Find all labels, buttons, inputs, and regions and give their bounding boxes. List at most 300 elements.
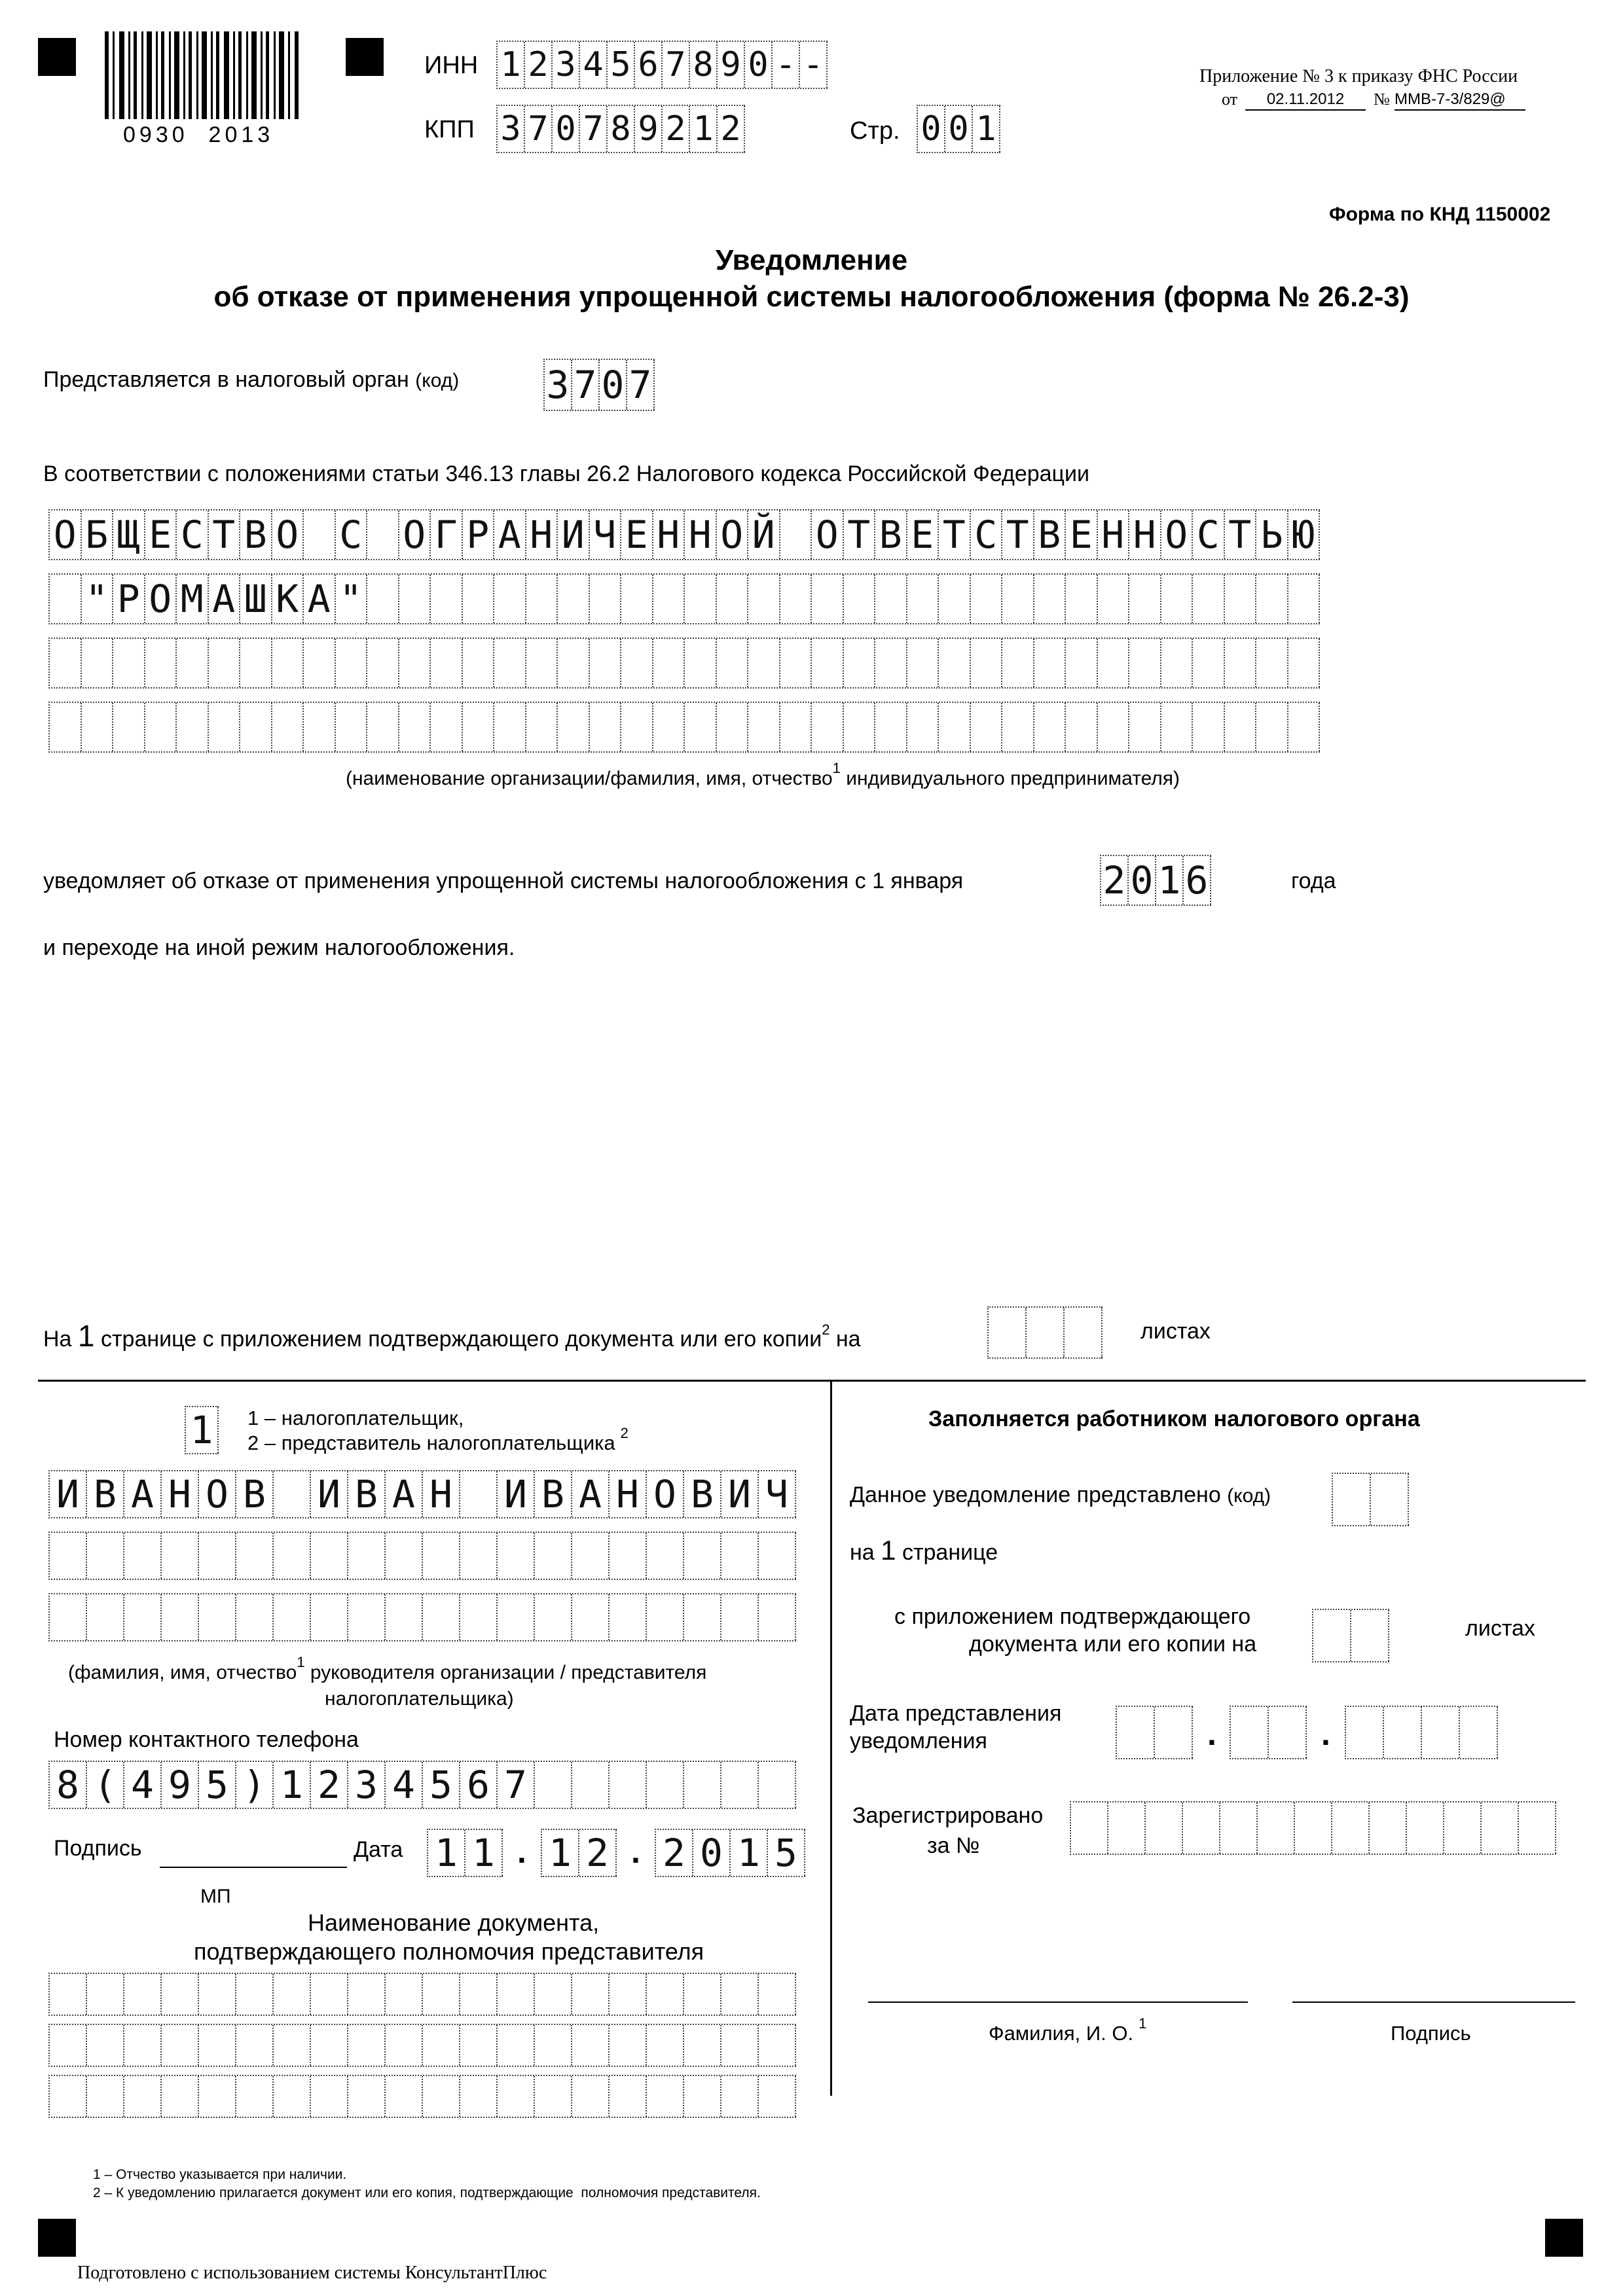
form-cell[interactable]: 1 (1156, 856, 1184, 905)
form-cell[interactable]: 0 (553, 106, 580, 152)
form-cell[interactable] (494, 575, 526, 623)
form-cell[interactable] (1220, 1803, 1258, 1854)
form-cell[interactable] (572, 2025, 610, 2066)
form-cell[interactable] (1155, 1707, 1193, 1758)
form-cell[interactable] (590, 639, 622, 687)
form-cell[interactable] (1258, 1803, 1295, 1854)
form-cell[interactable] (274, 1974, 311, 2015)
form-cell[interactable] (1193, 703, 1225, 751)
sheets-count-cells[interactable] (987, 1306, 1103, 1359)
form-cell[interactable] (780, 575, 812, 623)
form-cell[interactable] (721, 1974, 759, 2015)
org-name-row[interactable] (48, 637, 1320, 689)
form-cell[interactable] (463, 639, 495, 687)
form-cell[interactable] (939, 703, 971, 751)
form-cell[interactable] (460, 1974, 498, 2015)
form-cell[interactable]: А (572, 1471, 610, 1517)
form-cell[interactable]: Ч (590, 511, 622, 559)
form-cell[interactable] (460, 2076, 498, 2117)
form-cell[interactable] (759, 1974, 796, 2015)
form-cell[interactable] (653, 703, 685, 751)
form-cell[interactable] (87, 2076, 124, 2117)
form-cell[interactable] (423, 1974, 460, 2015)
form-cell[interactable] (82, 639, 114, 687)
form-cell[interactable] (386, 1533, 423, 1579)
form-cell[interactable] (1098, 639, 1130, 687)
form-cell[interactable] (50, 2076, 87, 2117)
form-cell[interactable] (274, 1533, 311, 1579)
form-cell[interactable]: 9 (162, 1762, 199, 1808)
form-cell[interactable] (209, 639, 241, 687)
form-cell[interactable] (463, 703, 495, 751)
form-cell[interactable] (1129, 575, 1161, 623)
form-cell[interactable] (1002, 703, 1034, 751)
form-cell[interactable]: А (209, 575, 241, 623)
form-cell[interactable]: " (82, 575, 114, 623)
form-cell[interactable] (875, 703, 907, 751)
form-cell[interactable] (386, 1594, 423, 1640)
phone-cells[interactable] (48, 1761, 796, 1809)
form-cell[interactable] (535, 2025, 572, 2066)
form-cell[interactable] (748, 575, 780, 623)
form-cell[interactable] (236, 2025, 274, 2066)
form-cell[interactable] (684, 2076, 721, 2117)
form-cell[interactable]: 6 (1184, 856, 1211, 905)
form-cell[interactable] (431, 575, 463, 623)
form-cell[interactable]: А (124, 1471, 162, 1517)
form-cell[interactable] (177, 703, 209, 751)
signer-fio-row[interactable] (48, 1532, 796, 1580)
received-date-month-cells[interactable] (1230, 1706, 1307, 1759)
form-cell[interactable]: О (50, 511, 82, 559)
form-cell[interactable]: О (399, 511, 431, 559)
form-cell[interactable]: Р (113, 575, 145, 623)
form-cell[interactable] (399, 703, 431, 751)
form-cell[interactable]: - (800, 42, 828, 88)
form-cell[interactable] (812, 703, 844, 751)
form-cell[interactable]: 0 (945, 106, 973, 152)
form-cell[interactable]: С (177, 511, 209, 559)
form-cell[interactable] (844, 575, 876, 623)
form-cell[interactable] (209, 703, 241, 751)
org-name-row[interactable] (48, 509, 1320, 560)
form-cell[interactable]: 1 (731, 1830, 768, 1876)
form-cell[interactable] (907, 703, 939, 751)
form-cell[interactable] (498, 1594, 535, 1640)
form-cell[interactable] (348, 1533, 386, 1579)
form-cell[interactable] (113, 639, 145, 687)
form-cell[interactable] (907, 575, 939, 623)
form-cell[interactable]: " (336, 575, 368, 623)
form-cell[interactable] (610, 1974, 647, 2015)
form-cell[interactable]: Н (685, 511, 717, 559)
form-cell[interactable] (721, 2025, 759, 2066)
form-cell[interactable] (971, 575, 1003, 623)
form-cell[interactable]: Й (748, 511, 780, 559)
form-cell[interactable] (460, 1533, 498, 1579)
form-cell[interactable] (780, 511, 812, 559)
form-cell[interactable] (460, 1471, 498, 1517)
form-cell[interactable] (526, 575, 558, 623)
doc-name-row[interactable] (48, 1973, 796, 2016)
form-cell[interactable]: 1 (690, 106, 718, 152)
form-cell[interactable]: 2 (1101, 856, 1129, 905)
form-cell[interactable]: 2 (311, 1762, 348, 1808)
form-cell[interactable]: И (558, 511, 590, 559)
form-cell[interactable] (572, 1762, 610, 1808)
form-cell[interactable]: 5 (608, 42, 635, 88)
form-cell[interactable] (124, 2076, 162, 2117)
form-cell[interactable]: Г (431, 511, 463, 559)
form-cell[interactable]: К (272, 575, 304, 623)
form-cell[interactable] (145, 703, 177, 751)
form-cell[interactable] (494, 703, 526, 751)
form-cell[interactable] (1161, 703, 1194, 751)
form-cell[interactable] (535, 1762, 572, 1808)
form-cell[interactable]: В (348, 1471, 386, 1517)
form-cell[interactable]: Т (939, 511, 971, 559)
form-cell[interactable] (780, 639, 812, 687)
form-cell[interactable] (113, 703, 145, 751)
form-cell[interactable] (50, 575, 82, 623)
form-cell[interactable] (272, 703, 304, 751)
form-cell[interactable] (647, 2076, 684, 2117)
form-cell[interactable] (572, 1594, 610, 1640)
form-cell[interactable] (386, 1974, 423, 2015)
form-cell[interactable] (82, 703, 114, 751)
form-cell[interactable] (87, 2025, 124, 2066)
form-cell[interactable]: 4 (386, 1762, 423, 1808)
form-cell[interactable] (939, 575, 971, 623)
form-cell[interactable]: Н (610, 1471, 647, 1517)
form-cell[interactable]: С (971, 511, 1003, 559)
form-cell[interactable]: 0 (745, 42, 773, 88)
form-cell[interactable] (685, 639, 717, 687)
form-cell[interactable] (386, 2025, 423, 2066)
form-cell[interactable] (162, 1594, 199, 1640)
form-cell[interactable] (1146, 1803, 1183, 1854)
form-cell[interactable]: Н (653, 511, 685, 559)
form-cell[interactable] (423, 1533, 460, 1579)
form-cell[interactable] (87, 1594, 124, 1640)
form-cell[interactable]: Н (1098, 511, 1130, 559)
form-cell[interactable]: О (199, 1471, 236, 1517)
form-cell[interactable] (535, 1974, 572, 2015)
form-cell[interactable] (1225, 575, 1257, 623)
form-cell[interactable]: 5 (199, 1762, 236, 1808)
form-cell[interactable]: О (1161, 511, 1194, 559)
form-cell[interactable] (748, 703, 780, 751)
form-cell[interactable] (721, 1762, 759, 1808)
form-cell[interactable] (526, 703, 558, 751)
form-cell[interactable] (177, 639, 209, 687)
form-cell[interactable] (348, 1974, 386, 2015)
form-cell[interactable]: 7 (627, 360, 655, 410)
form-cell[interactable] (431, 703, 463, 751)
form-cell[interactable]: В (240, 511, 272, 559)
form-cell[interactable] (124, 1533, 162, 1579)
form-cell[interactable] (684, 1974, 721, 2015)
form-cell[interactable] (1295, 1803, 1332, 1854)
form-cell[interactable] (759, 1594, 796, 1640)
form-cell[interactable] (50, 1974, 87, 2015)
form-cell[interactable]: 4 (580, 42, 608, 88)
form-cell[interactable] (558, 639, 590, 687)
form-cell[interactable]: 4 (124, 1762, 162, 1808)
form-cell[interactable]: Н (162, 1471, 199, 1517)
form-cell[interactable] (989, 1308, 1027, 1357)
form-cell[interactable]: Н (1129, 511, 1161, 559)
form-cell[interactable]: В (1034, 511, 1067, 559)
form-cell[interactable] (875, 639, 907, 687)
form-cell[interactable] (721, 1533, 759, 1579)
form-cell[interactable] (399, 639, 431, 687)
form-cell[interactable]: Е (907, 511, 939, 559)
form-cell[interactable] (336, 639, 368, 687)
form-cell[interactable] (236, 2076, 274, 2117)
form-cell[interactable]: 8 (690, 42, 718, 88)
form-cell[interactable] (199, 2025, 236, 2066)
form-cell[interactable] (498, 2076, 535, 2117)
form-cell[interactable] (717, 703, 749, 751)
form-cell[interactable]: 7 (525, 106, 553, 152)
form-cell[interactable] (311, 1533, 348, 1579)
form-cell[interactable]: Т (1002, 511, 1034, 559)
form-cell[interactable] (50, 703, 82, 751)
form-cell[interactable]: 1 (542, 1830, 579, 1876)
form-cell[interactable]: Т (844, 511, 876, 559)
form-cell[interactable] (460, 2025, 498, 2066)
form-cell[interactable]: Е (1066, 511, 1098, 559)
form-cell[interactable] (684, 1594, 721, 1640)
form-cell[interactable] (1034, 575, 1067, 623)
form-cell[interactable] (1225, 703, 1257, 751)
form-cell[interactable] (386, 2076, 423, 2117)
form-cell[interactable] (621, 639, 653, 687)
form-cell[interactable] (304, 511, 336, 559)
form-cell[interactable] (1098, 575, 1130, 623)
form-cell[interactable]: В (875, 511, 907, 559)
form-cell[interactable] (1332, 1803, 1370, 1854)
form-cell[interactable] (498, 1974, 535, 2015)
form-cell[interactable] (336, 703, 368, 751)
form-cell[interactable] (653, 575, 685, 623)
form-cell[interactable]: Т (209, 511, 241, 559)
form-cell[interactable] (1066, 703, 1098, 751)
form-cell[interactable] (759, 2076, 796, 2117)
form-cell[interactable]: Е (145, 511, 177, 559)
date-day-cells[interactable] (427, 1829, 503, 1877)
form-cell[interactable] (367, 703, 399, 751)
form-cell[interactable]: И (498, 1471, 535, 1517)
signer-fio-row[interactable] (48, 1593, 796, 1641)
form-cell[interactable] (1065, 1308, 1103, 1357)
form-cell[interactable] (844, 703, 876, 751)
form-cell[interactable] (1098, 703, 1130, 751)
form-cell[interactable] (621, 703, 653, 751)
form-cell[interactable] (685, 575, 717, 623)
form-cell[interactable]: В (684, 1471, 721, 1517)
form-cell[interactable] (367, 639, 399, 687)
form-cell[interactable]: 1 (428, 1830, 465, 1876)
form-cell[interactable] (610, 2076, 647, 2117)
form-cell[interactable] (1256, 703, 1288, 751)
year-cells[interactable] (1100, 855, 1211, 906)
form-cell[interactable] (240, 639, 272, 687)
form-cell[interactable] (1288, 639, 1321, 687)
form-cell[interactable]: Ь (1256, 511, 1288, 559)
received-date-year-cells[interactable] (1345, 1706, 1498, 1759)
form-cell[interactable]: Е (621, 511, 653, 559)
form-cell[interactable] (875, 575, 907, 623)
form-cell[interactable] (460, 1594, 498, 1640)
form-cell[interactable] (124, 2025, 162, 2066)
form-cell[interactable]: А (304, 575, 336, 623)
form-cell[interactable]: М (177, 575, 209, 623)
form-cell[interactable]: В (535, 1471, 572, 1517)
registration-number-cells[interactable] (1070, 1801, 1556, 1855)
form-cell[interactable] (684, 1762, 721, 1808)
form-cell[interactable] (653, 639, 685, 687)
form-cell[interactable] (236, 1974, 274, 2015)
form-cell[interactable]: 2 (718, 106, 745, 152)
form-cell[interactable]: Н (423, 1471, 460, 1517)
form-cell[interactable] (1108, 1803, 1146, 1854)
form-cell[interactable] (1444, 1803, 1482, 1854)
form-cell[interactable] (1256, 575, 1288, 623)
form-cell[interactable] (1256, 639, 1288, 687)
form-cell[interactable] (423, 2076, 460, 2117)
form-cell[interactable] (1346, 1707, 1384, 1758)
form-cell[interactable] (558, 575, 590, 623)
form-cell[interactable] (780, 703, 812, 751)
form-cell[interactable]: А (494, 511, 526, 559)
form-cell[interactable]: 7 (498, 1762, 535, 1808)
form-cell[interactable] (621, 575, 653, 623)
form-cell[interactable]: 6 (635, 42, 663, 88)
form-cell[interactable]: 5 (423, 1762, 460, 1808)
form-cell[interactable] (1422, 1707, 1460, 1758)
form-cell[interactable]: 9 (635, 106, 663, 152)
form-cell[interactable]: И (721, 1471, 759, 1517)
received-date-day-cells[interactable] (1116, 1706, 1193, 1759)
form-cell[interactable] (1129, 639, 1161, 687)
form-cell[interactable] (1225, 639, 1257, 687)
form-cell[interactable] (498, 2025, 535, 2066)
form-cell[interactable] (199, 1533, 236, 1579)
form-cell[interactable] (717, 639, 749, 687)
form-cell[interactable]: 9 (718, 42, 745, 88)
form-cell[interactable] (274, 1471, 311, 1517)
form-cell[interactable] (274, 1594, 311, 1640)
submitted-code-cells[interactable] (1332, 1473, 1409, 1526)
page-number-cells[interactable] (917, 105, 1000, 153)
form-cell[interactable] (423, 1594, 460, 1640)
form-cell[interactable] (535, 1533, 572, 1579)
form-cell[interactable]: 0 (1129, 856, 1156, 905)
org-name-row[interactable] (48, 573, 1320, 624)
form-cell[interactable] (304, 639, 336, 687)
form-cell[interactable] (367, 511, 399, 559)
form-cell[interactable]: О (145, 575, 177, 623)
form-cell[interactable]: 6 (460, 1762, 498, 1808)
form-cell[interactable]: 5 (768, 1830, 805, 1876)
form-cell[interactable] (498, 1533, 535, 1579)
form-cell[interactable] (610, 1533, 647, 1579)
form-cell[interactable] (717, 575, 749, 623)
form-cell[interactable] (684, 2025, 721, 2066)
form-cell[interactable]: - (773, 42, 800, 88)
form-cell[interactable]: 2 (656, 1830, 693, 1876)
form-cell[interactable] (1288, 703, 1321, 751)
form-cell[interactable] (572, 1974, 610, 2015)
form-cell[interactable] (1370, 1803, 1407, 1854)
form-cell[interactable] (971, 703, 1003, 751)
form-cell[interactable] (348, 1594, 386, 1640)
form-cell[interactable]: О (812, 511, 844, 559)
form-cell[interactable]: 8 (50, 1762, 87, 1808)
form-cell[interactable] (1407, 1803, 1444, 1854)
form-cell[interactable]: 0 (600, 360, 627, 410)
form-cell[interactable]: Р (463, 511, 495, 559)
attach-sheets-cells[interactable] (1312, 1609, 1389, 1662)
form-cell[interactable]: 2 (525, 42, 553, 88)
date-year-cells[interactable] (655, 1829, 805, 1877)
form-cell[interactable] (162, 2025, 199, 2066)
form-cell[interactable] (1482, 1803, 1519, 1854)
form-cell[interactable] (1027, 1308, 1065, 1357)
form-cell[interactable] (1519, 1803, 1556, 1854)
form-cell[interactable] (1034, 703, 1067, 751)
form-cell[interactable] (311, 1594, 348, 1640)
form-cell[interactable]: 2 (663, 106, 690, 152)
form-cell[interactable] (535, 1594, 572, 1640)
form-cell[interactable]: 0 (693, 1830, 731, 1876)
form-cell[interactable] (1066, 575, 1098, 623)
form-cell[interactable] (971, 639, 1003, 687)
form-cell[interactable] (145, 639, 177, 687)
form-cell[interactable]: О (272, 511, 304, 559)
form-cell[interactable]: 7 (580, 106, 608, 152)
form-cell[interactable] (812, 639, 844, 687)
form-cell[interactable] (311, 2025, 348, 2066)
form-cell[interactable]: И (50, 1471, 87, 1517)
signer-type-cell[interactable] (185, 1406, 219, 1454)
inn-cells[interactable] (496, 41, 828, 89)
form-cell[interactable] (124, 1974, 162, 2015)
form-cell[interactable] (572, 2076, 610, 2117)
form-cell[interactable] (759, 1533, 796, 1579)
form-cell[interactable] (274, 2025, 311, 2066)
form-cell[interactable] (939, 639, 971, 687)
form-cell[interactable] (759, 1762, 796, 1808)
form-cell[interactable] (1384, 1707, 1422, 1758)
form-cell[interactable] (685, 703, 717, 751)
form-cell[interactable]: О (647, 1471, 684, 1517)
form-cell[interactable] (494, 639, 526, 687)
form-cell[interactable] (610, 1594, 647, 1640)
form-cell[interactable]: Н (526, 511, 558, 559)
form-cell[interactable] (367, 575, 399, 623)
form-cell[interactable]: ) (236, 1762, 274, 1808)
form-cell[interactable] (1371, 1474, 1409, 1525)
doc-name-row[interactable] (48, 2024, 796, 2067)
form-cell[interactable] (199, 1594, 236, 1640)
form-cell[interactable] (535, 2076, 572, 2117)
form-cell[interactable] (236, 1594, 274, 1640)
form-cell[interactable] (399, 575, 431, 623)
form-cell[interactable]: ( (87, 1762, 124, 1808)
